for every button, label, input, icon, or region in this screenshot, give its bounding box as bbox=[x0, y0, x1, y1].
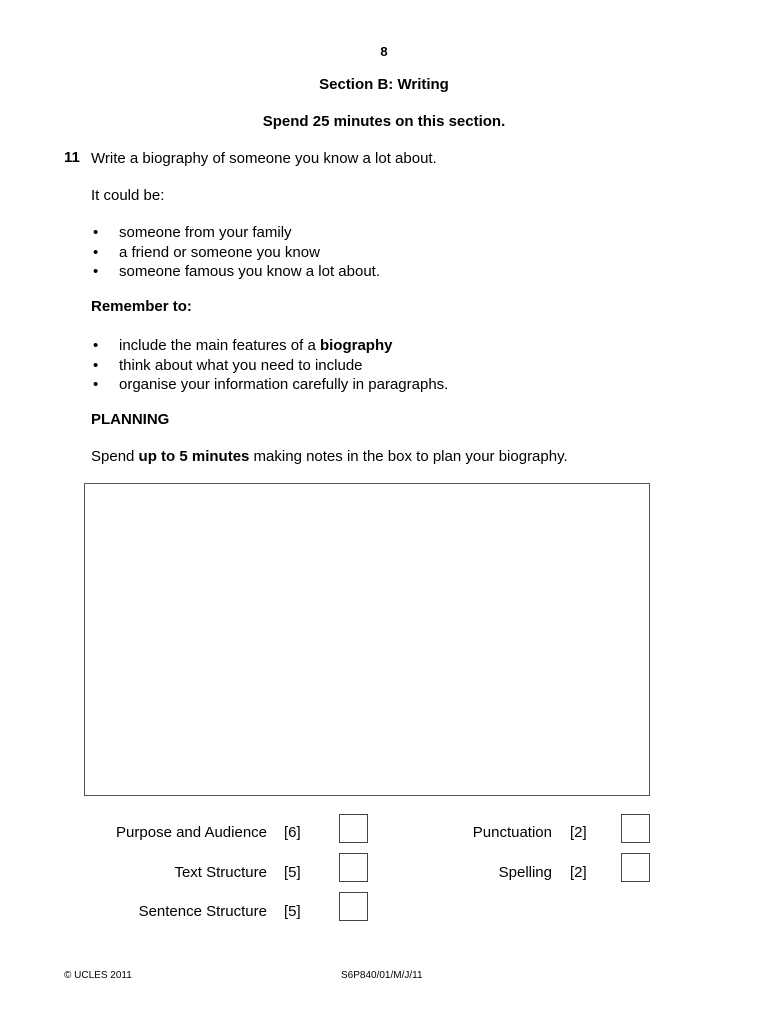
list-item bbox=[91, 375, 448, 395]
options-list bbox=[91, 223, 380, 282]
planning-instruction-start: Spend bbox=[91, 448, 139, 465]
mark-value-text-structure: [5] bbox=[284, 864, 301, 881]
mark-value-spelling: [2] bbox=[570, 864, 587, 881]
footer-paper-code: S6P840/01/M/J/11 bbox=[341, 970, 423, 981]
list-item bbox=[91, 243, 380, 263]
reminder-text: organise your information carefully in paragraphs. bbox=[119, 376, 449, 393]
reminder-text: think about what you need to include bbox=[119, 356, 363, 374]
section-title: Section B: Writing bbox=[319, 76, 449, 93]
mark-label-text-structure: Text Structure bbox=[174, 864, 267, 881]
option-text: a friend or someone you know bbox=[119, 243, 320, 261]
mark-value-punctuation: [2] bbox=[570, 824, 587, 841]
planning-notes-box[interactable] bbox=[84, 483, 650, 796]
mark-label-spelling: Spelling bbox=[498, 864, 552, 881]
planning-heading: PLANNING bbox=[91, 411, 170, 428]
list-item bbox=[91, 223, 380, 243]
option-text: someone famous you know a lot about. bbox=[119, 263, 380, 280]
list-item bbox=[91, 356, 448, 376]
question-prompt: Write a biography of someone you know a lot about. bbox=[91, 150, 437, 167]
planning-instruction bbox=[91, 448, 568, 465]
page-number: 8 bbox=[380, 44, 388, 59]
could-be-intro: It could be: bbox=[91, 187, 165, 204]
list-item bbox=[91, 262, 380, 282]
mark-value-purpose-audience: [6] bbox=[284, 824, 301, 841]
bullet-icon: • bbox=[93, 263, 99, 280]
reminder-bold: biography bbox=[319, 337, 393, 354]
mark-label-sentence-structure: Sentence Structure bbox=[138, 903, 267, 920]
mark-box-punctuation[interactable] bbox=[621, 814, 650, 843]
planning-instruction-end: making notes in the box to plan your biography. bbox=[249, 448, 568, 465]
list-item bbox=[91, 336, 448, 356]
question-number: 11 bbox=[64, 149, 80, 166]
mark-box-sentence-structure[interactable] bbox=[339, 892, 368, 921]
reminders-list bbox=[91, 336, 448, 395]
reminder-text: include the main features of a bbox=[119, 337, 320, 354]
time-instruction: Spend 25 minutes on this section. bbox=[262, 113, 506, 130]
bullet-icon: • bbox=[93, 376, 99, 393]
bullet-icon: • bbox=[93, 224, 99, 241]
mark-label-punctuation: Punctuation bbox=[472, 824, 552, 841]
planning-time-limit: up to 5 minutes bbox=[138, 448, 250, 465]
mark-label-purpose-audience: Purpose and Audience bbox=[116, 824, 267, 841]
footer-copyright: © UCLES 2011 bbox=[64, 970, 132, 981]
option-text: someone from your family bbox=[119, 224, 292, 241]
mark-value-sentence-structure: [5] bbox=[284, 903, 301, 920]
bullet-icon: • bbox=[93, 243, 99, 261]
mark-box-spelling[interactable] bbox=[621, 853, 650, 882]
bullet-icon: • bbox=[93, 356, 99, 374]
remember-heading: Remember to: bbox=[91, 298, 192, 315]
bullet-icon: • bbox=[93, 337, 99, 354]
